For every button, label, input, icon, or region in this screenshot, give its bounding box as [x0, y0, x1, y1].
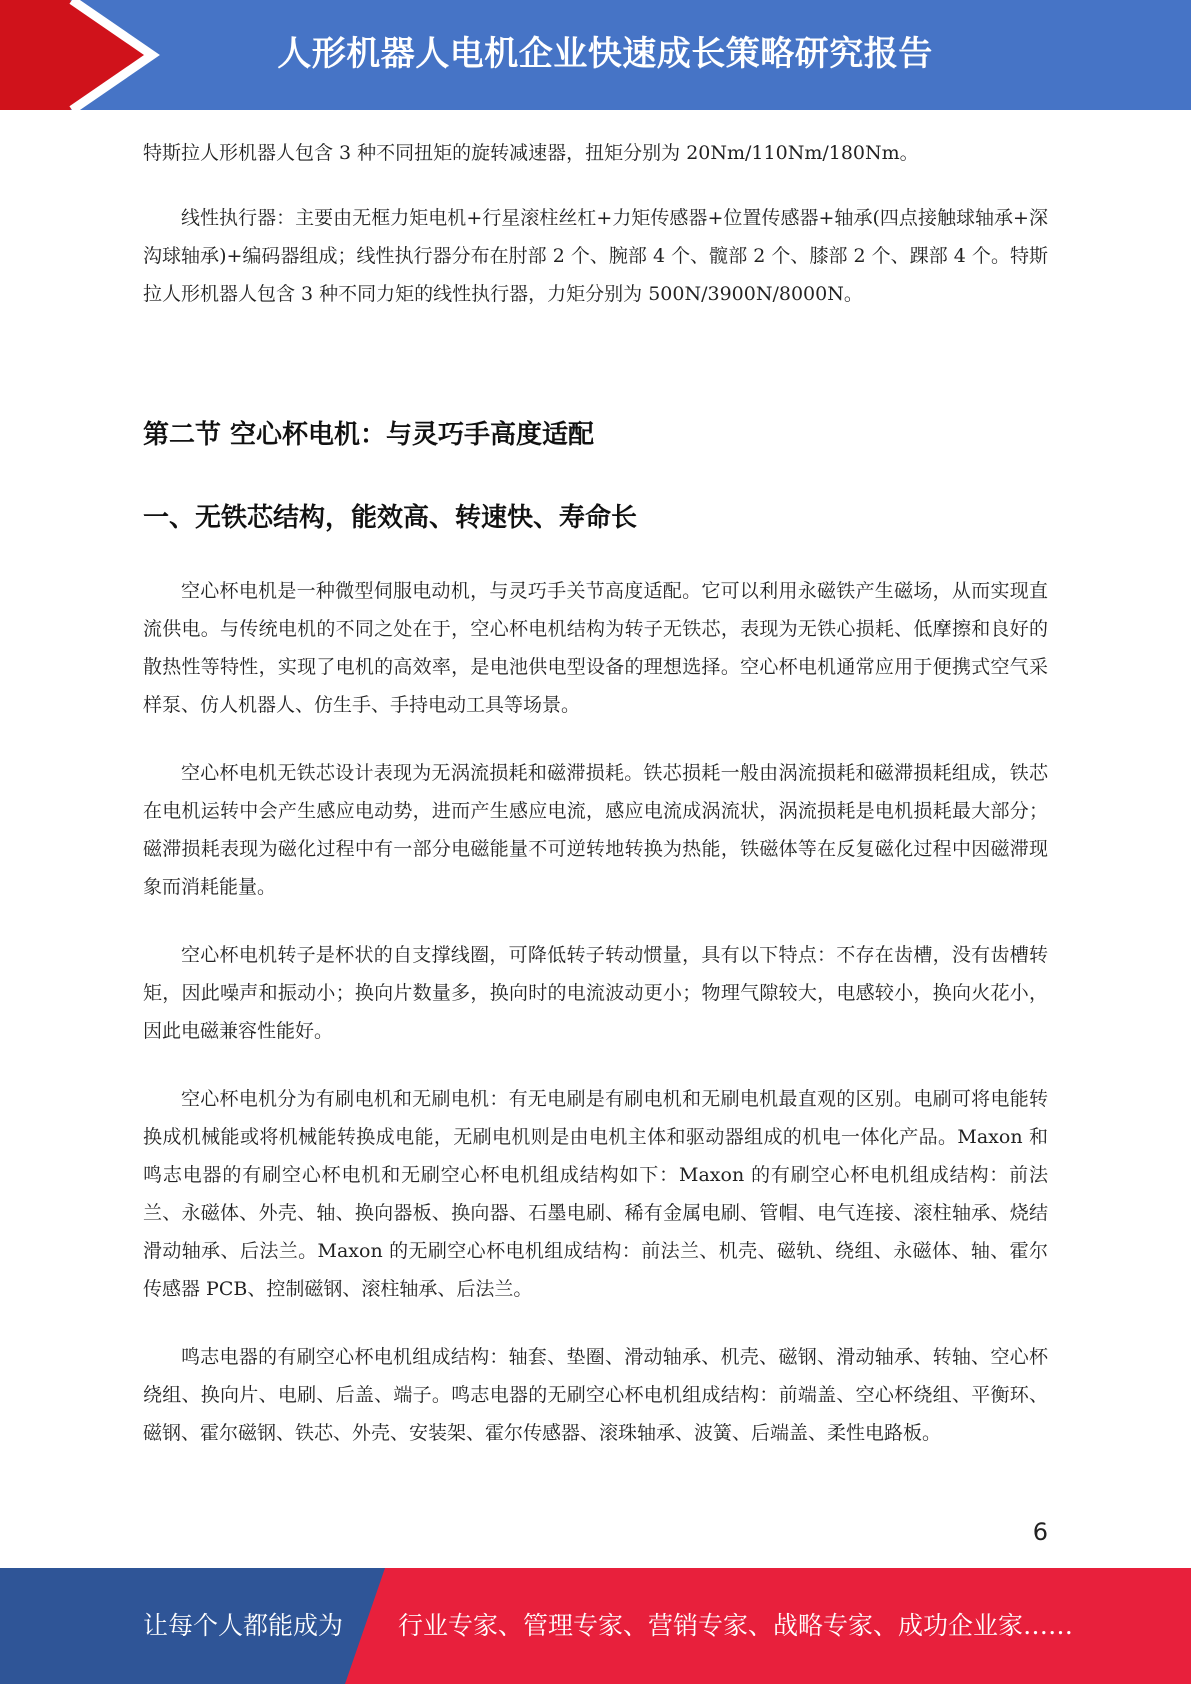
footer-slogan-right: 行业专家、管理专家、营销专家、战略专家、成功企业家……	[398, 1611, 1074, 1640]
document-title: 人形机器人电机企业快速成长策略研究报告	[277, 34, 933, 74]
page-number: 6	[1032, 1518, 1048, 1546]
footer-slogan-left: 让每个人都能成为	[143, 1611, 344, 1640]
paragraph: 空心杯电机无铁芯设计表现为无涡流损耗和磁滞损耗。铁芯损耗一般由涡流损耗和磁滞损耗组成，铁芯在电机运转中会产生感应电动势，进而产生感应电流，感应电流成涡流状，涡流损耗是电机损耗最大部分；磁滞损耗表现为磁化过程中有一部分电磁能量不可逆转地转换为热能，铁磁体等在反复磁化过程中因磁滞现象而消耗能量。	[143, 762, 1048, 898]
page-content	[143, 134, 1048, 343]
paragraph: 鸣志电器的有刷空心杯电机组成结构：轴套、垫圈、滑动轴承、机壳、磁钢、滑动轴承、转轴、空心杯绕组、换向片、电刷、后盖、端子。鸣志电器的无刷空心杯电机组成结构：前端盖、空心杯绕组、平衡环、磁钢、霍尔磁钢、铁芯、外壳、安装架、霍尔传感器、滚珠轴承、波簧、后端盖、柔性电路板。	[143, 1346, 1048, 1444]
main-content	[143, 572, 1048, 1482]
paragraph: 空心杯电机是一种微型伺服电动机，与灵巧手关节高度适配。它可以利用永磁铁产生磁场，从而实现直流供电。与传统电机的不同之处在于，空心杯电机结构为转子无铁芯，表现为无铁心损耗、低摩擦和良好的散热性等特性，实现了电机的高效率，是电池供电型设备的理想选择。空心杯电机通常应用于便携式空气采样泵、仿人机器人、仿生手、手持电动工具等场景。	[143, 580, 1048, 716]
subsection-heading: 一、无铁芯结构，能效高、转速快、寿命长	[143, 503, 638, 533]
paragraph: 空心杯电机分为有刷电机和无刷电机：有无电刷是有刷电机和无刷电机最直观的区别。电刷可将电能转换成机械能或将机械能转换成电能，无刷电机则是由电机主体和驱动器组成的机电一体化产品。Maxon 和鸣志电器的有刷空心杯电机和无刷空心杯电机组成结构如下：Maxon 的有刷空心杯电机组成结构：前法兰、永磁体、外壳、轴、换向器板、换向器、石墨电刷、稀有金属电刷、管帽、电气连接、滚柱轴承、烧结滑动轴承、后法兰。Maxon 的无刷空心杯电机组成结构：前法兰、机壳、磁轨、绕组、永磁体、轴、霍尔传感器 PCB、控制磁钢、滚柱轴承、后法兰。	[143, 1088, 1048, 1300]
page-header	[0, 0, 1191, 110]
paragraph: 线性执行器：主要由无框力矩电机+行星滚柱丝杠+力矩传感器+位置传感器+轴承(四点接触球轴承+深沟球轴承)+编码器组成；线性执行器分布在肘部 2 个、腕部 4 个、髋部 2 个、膝部 2 个、踝部 4 个。特斯拉人形机器人包含 3 种不同力矩的线性执行器，力矩分别为 500N/3900N/8000N。	[143, 207, 1048, 305]
paragraph: 特斯拉人形机器人包含 3 种不同扭矩的旋转减速器，扭矩分别为 20Nm/110Nm/180Nm。	[143, 142, 919, 164]
page-footer	[0, 1568, 1191, 1684]
paragraph: 空心杯电机转子是杯状的自支撑线圈，可降低转子转动惯量，具有以下特点：不存在齿槽，没有齿槽转矩，因此噪声和振动小；换向片数量多，换向时的电流波动更小；物理气隙较大，电感较小，换向火花小，因此电磁兼容性能好。	[143, 944, 1048, 1042]
section-heading: 第二节 空心杯电机：与灵巧手高度适配	[143, 420, 595, 450]
